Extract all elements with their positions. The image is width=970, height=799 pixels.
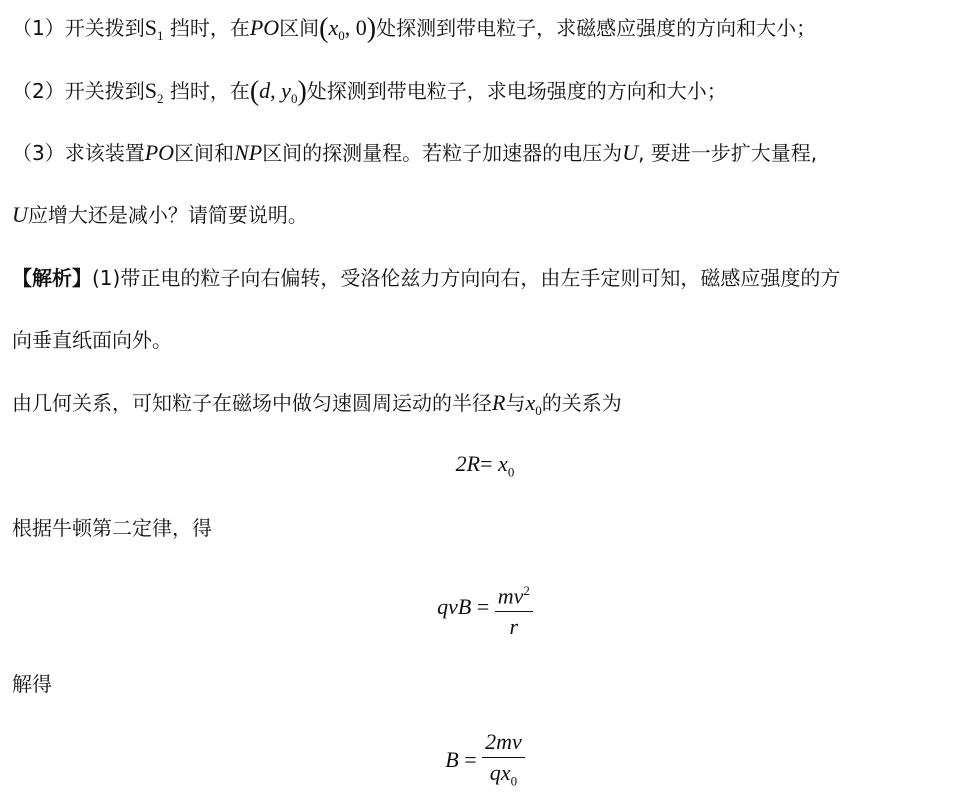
q3-suffix: , 要进一步扩大量程, xyxy=(638,141,818,165)
q3-prefix: （3）求该装置 xyxy=(12,141,145,165)
q1-close-paren: ) xyxy=(366,13,377,44)
q1-prefix: （1）开关拨到 xyxy=(12,16,145,40)
q1-comma-zero: , 0 xyxy=(344,15,367,40)
q1-region: PO xyxy=(249,15,280,40)
question-2 xyxy=(12,77,727,113)
eq2-numerator-sup: 2 xyxy=(523,583,530,598)
q2-switch: S xyxy=(144,78,157,103)
q1-x: x xyxy=(328,15,339,40)
q3-mid2: 区间的探测量程。若粒子加速器的电压为 xyxy=(262,141,623,165)
analysis-text-4: 根据牛顿第二定律，得 xyxy=(12,516,212,540)
analysis-text-3a: 由几何关系，可知粒子在磁场中做匀速圆周运动的半径 xyxy=(12,391,492,415)
eq2-lhs: qvB xyxy=(437,594,472,620)
q3-mid1: 区间和 xyxy=(174,141,235,165)
q2-prefix: （2）开关拨到 xyxy=(12,79,145,103)
analysis-text-3b: 与 xyxy=(505,391,526,415)
question-3-cont xyxy=(12,201,308,229)
q1-open-paren: ( xyxy=(319,13,329,44)
analysis-r: R xyxy=(492,390,506,415)
eq3-denominator: qx xyxy=(489,760,511,785)
eq3-denominator-sub: 0 xyxy=(510,773,518,789)
q1-suffix: 处探测到带电粒子，求磁感应强度的方向和大小； xyxy=(376,16,817,40)
eq1-x: x xyxy=(498,451,508,476)
analysis-line-5 xyxy=(12,670,52,698)
analysis-x-sub: 0 xyxy=(535,403,542,418)
question-1 xyxy=(12,14,816,50)
q2-y: y xyxy=(281,78,291,103)
equation-2 xyxy=(0,576,970,642)
analysis-text-2: 向垂直纸面向外。 xyxy=(12,328,172,352)
analysis-label: 【解析】 xyxy=(12,266,92,290)
q3-line2-u: U xyxy=(12,202,28,227)
q1-x-sub: 0 xyxy=(338,28,345,43)
q1-switch: S xyxy=(144,15,157,40)
eq3-equals: = xyxy=(458,746,483,772)
analysis-text-1: (1)带正电的粒子向右偏转，受洛伦兹力方向向右，由左手定则可知，磁感应强度的方 xyxy=(92,266,841,290)
q2-close-paren: ) xyxy=(297,76,307,107)
eq2-numerator: mv xyxy=(497,583,524,609)
q1-mid2: 区间 xyxy=(279,16,320,40)
q2-comma: , xyxy=(270,78,282,103)
q3-np: NP xyxy=(234,140,263,165)
eq3-fraction xyxy=(482,727,525,796)
analysis-x: x xyxy=(525,390,536,415)
q3-u: U xyxy=(622,140,639,165)
analysis-line-2 xyxy=(12,326,172,354)
eq2-equals: = xyxy=(471,594,495,620)
eq3-numerator: 2mv xyxy=(485,729,522,754)
q3-line2: 应增大还是减小？请简要说明。 xyxy=(27,203,308,227)
q2-mid1: 挡时，在 xyxy=(163,79,250,103)
analysis-line-3 xyxy=(12,389,622,425)
q2-suffix: 处探测到带电粒子，求电场强度的方向和大小； xyxy=(306,79,727,103)
q1-mid1: 挡时，在 xyxy=(163,16,250,40)
question-3 xyxy=(12,139,817,167)
q1-switch-sub: 1 xyxy=(156,28,164,43)
analysis-text-3c: 的关系为 xyxy=(541,391,622,415)
q3-po: PO xyxy=(144,140,175,165)
q2-open-paren: ( xyxy=(249,76,260,107)
analysis-text-5: 解得 xyxy=(12,672,52,696)
analysis-line-4 xyxy=(12,514,212,542)
eq1-x-sub: 0 xyxy=(507,464,515,480)
q2-y-sub: 0 xyxy=(290,91,298,106)
q2-d: d xyxy=(259,78,271,103)
eq2-fraction xyxy=(495,576,533,642)
equation-1 xyxy=(0,451,970,480)
equation-3 xyxy=(0,727,970,796)
eq1-lhs: 2R xyxy=(455,451,481,476)
q2-switch-sub: 2 xyxy=(156,91,164,106)
eq3-lhs: B xyxy=(445,746,459,772)
analysis-line-1 xyxy=(12,264,840,292)
eq1-equals: = xyxy=(480,451,499,476)
eq2-denominator: r xyxy=(509,614,519,640)
